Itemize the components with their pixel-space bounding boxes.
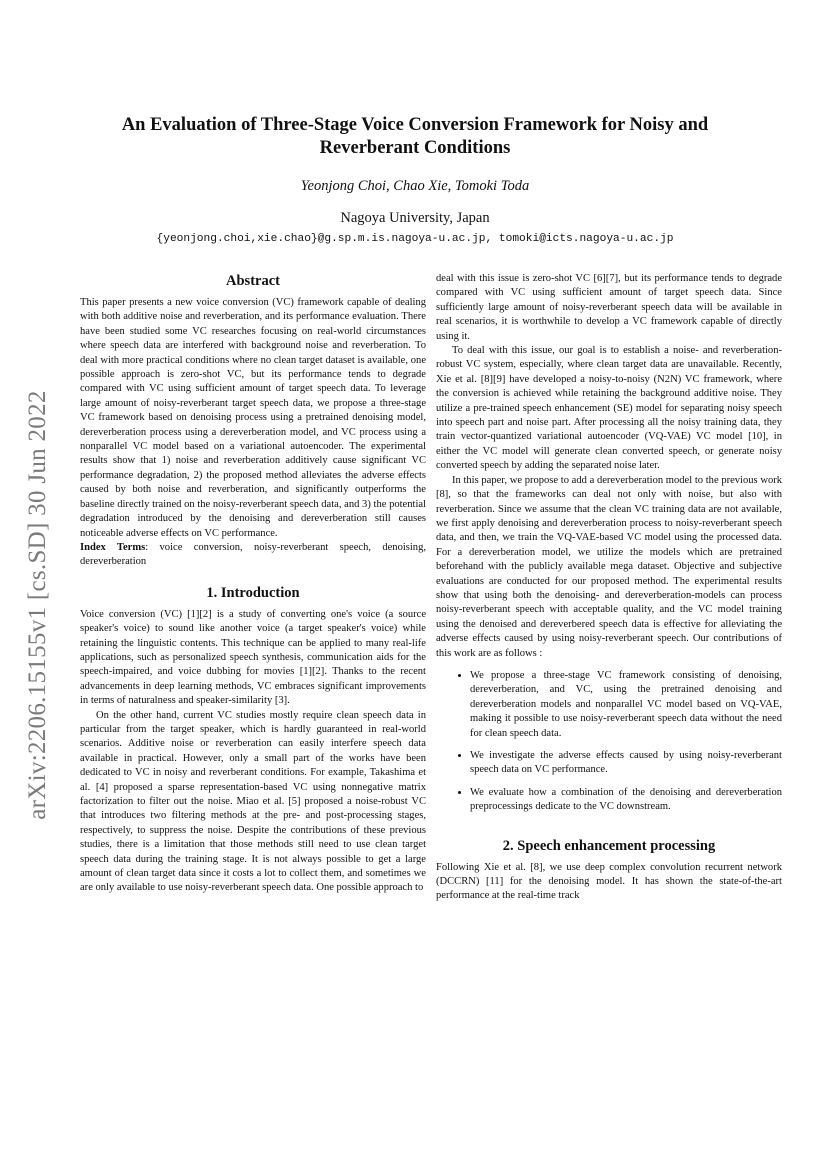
arxiv-identifier-text: arXiv:2206.15155v1 [cs.SD] 30 Jun 2022 (24, 390, 51, 820)
right-column (436, 272, 782, 904)
intro-heading: 1. Introduction (206, 584, 300, 601)
intro-paragraph-2-cont: deal with this issue is zero-shot VC [6][7], but its performance tends to degrade compared with VC using sufficient amount of target speech data. Since sufficiently large amount of noisy-reverberant speech data will be available in real scenarios, it is worthwhile to develop a VC framework capable of directly using it. (436, 273, 782, 342)
index-terms (80, 541, 426, 570)
section2-paragraph-1: Following Xie et al. [8], we use deep complex convolution recurrent network (DCCRN) [11] for the denoising model. It has shown the state-of-the-art performance at the real-time track (436, 861, 782, 902)
contribution-item: • We propose a three-stage VC framework consisting of denoising, dereverberation, and VC, using the pretrained denoising and dereverberation models and nonparallel VC model based on VQ-VAE, making it possible to use noisy-reverberant speech data without the need for clean speech data. (470, 669, 782, 741)
contribution-list (436, 669, 782, 815)
intro-paragraph-1: Voice conversion (VC) [1][2] is a study of converting one's voice (a source speaker's voice) to sound like another voice (a target speaker's voice) while retaining the linguistic contents. This technique can be applied to many real-life applications, such as personalized speech synthesis, communication aids for the speech-impaired, and voice dubbing for movies [1][2]. Thanks to the recent advancements in deep learning methods, VC embraces significant improvements in terms of naturalness and speaker-similarity [3]. (80, 608, 426, 707)
contribution-item: • We evaluate how a combination of the denoising and dereverberation preprocessings dedicate to the VC downstream. (470, 786, 782, 815)
intro-paragraph-3: To deal with this issue, our goal is to establish a noise- and reverberation-robust VC system, especially, where clean target data are unavailable. Recently, Xie et al. [8][9] have developed a noisy-to-noisy (N2N) VC framework, where the conversion is achieved while retaining the background additive noise. They utilize a pre-trained speech enhancement (SE) model for separating noisy speech into speech part and noise part. After processing all the noisy training data, they train vector-quantized variational autoencoder (VQ-VAE) VC model [10], in either the VC model will generate clean converted speech, or generate noisy converted speech by adding the separated noise later. (436, 345, 782, 472)
arxiv-identifier (14, 360, 62, 850)
abstract-text: This paper presents a new voice conversion (VC) framework capable of dealing with both additive noise and reverberation, and its performance evaluation. There have been studied some VC researches focusing on real-world circumstances where speech data are interfered with background noise and reverberation. To deal with more practical conditions where no clean target dataset is available, one possible approach is zero-shot VC, but its performance tends to degrade compared with VC using sufficient amount of target speech data. To leverage large amount of noisy-reverberant target speech data, we propose a three-stage VC framework based on denoising process using a pretrained denoising model, dereverberation process using a dereverberation model, and VC process using a nonparallel VC model based on a variational autoencoder. The experimental results show that 1) noise and reverberation additively cause significant VC performance degradation, 2) the proposed method alleviates the adverse effects caused by both noise and reverberation, and significantly outperforms the baseline directly trained on the noisy-reverberant speech data, and 3) the potential degradation introduced by the denoising and dereverberation still causes noticeable adverse effects on VC performance. (80, 297, 426, 539)
intro-paragraph-2: On the other hand, current VC studies mostly require clean speech data in particular from the target speaker, which is hardly guaranteed in real-world scenarios. Additive noise or reverberation can easily interfere speech data available in practical. However, only a small part of the works have been dedicated to VC in noisy and reverberant conditions. For example, Takashima et al. [4] proposed a sparse representation-based VC using nonnegative matrix factorization to filter out the noise. Miao et al. [5] proposed a noise-robust VC that introduces two filtering methods at the pre- and post-processing stages, respectively, to suppress the noise. Despite the contributions of these previous studies, there is a limitation that those methods still need to use clean target speech data during the training stage. It is not always possible to get a large amount of clean target data since it costs a lot to collect them, and sometimes we are only available to use noisy-reverberant speech data. One possible approach to (80, 709, 426, 894)
index-terms-text: : voice conversion, noisy-reverberant speech, denoising, dereverberation (80, 541, 426, 568)
section2-heading: 2. Speech enhancement processing (502, 837, 716, 854)
contribution-item: • We investigate the adverse effects caused by using noisy-reverberant speech data on VC performance. (470, 749, 782, 778)
affiliation: Nagoya University, Japan (340, 210, 490, 226)
author-emails: {yeonjong.choi,xie.chao}@g.sp.m.is.nagoya-u.ac.jp, tomoki@icts.nagoya-u.ac.jp (156, 233, 674, 245)
paper-title: An Evaluation of Three-Stage Voice Conversion Framework for Noisy and Reverberant Conditions (121, 115, 709, 158)
author-list: Yeonjong Choi, Chao Xie, Tomoki Toda (300, 178, 530, 194)
intro-paragraph-4: In this paper, we propose to add a dereverberation model to the previous work [8], so that the frameworks can deal not only with noise, but also with reverberation. Since we assume that the clean VC training data are not available, we first apply denoising and dereverberation process to noisy-reverberant speech data, and then, we train the VQ-VAE-based VC model using the processed data. For a dereverberation model, we utilize the models which are pretrained beforehand with the publicly available mega dataset. Objective and subjective evaluations are conducted for our proposed method. The experimental results show that using both the denoising- and dereverberation-models can process noisy-reverberant speech with acceptable quality, and the VC model training using the denoised and dereverbered speech data is effective for alleviating the adverse effects caused by using noisy-reverberant speech. Our contributions of this work are as follows : (436, 474, 782, 659)
left-column (80, 272, 426, 896)
index-terms-label: Index Terms (80, 541, 146, 553)
abstract-heading: Abstract (226, 273, 280, 289)
